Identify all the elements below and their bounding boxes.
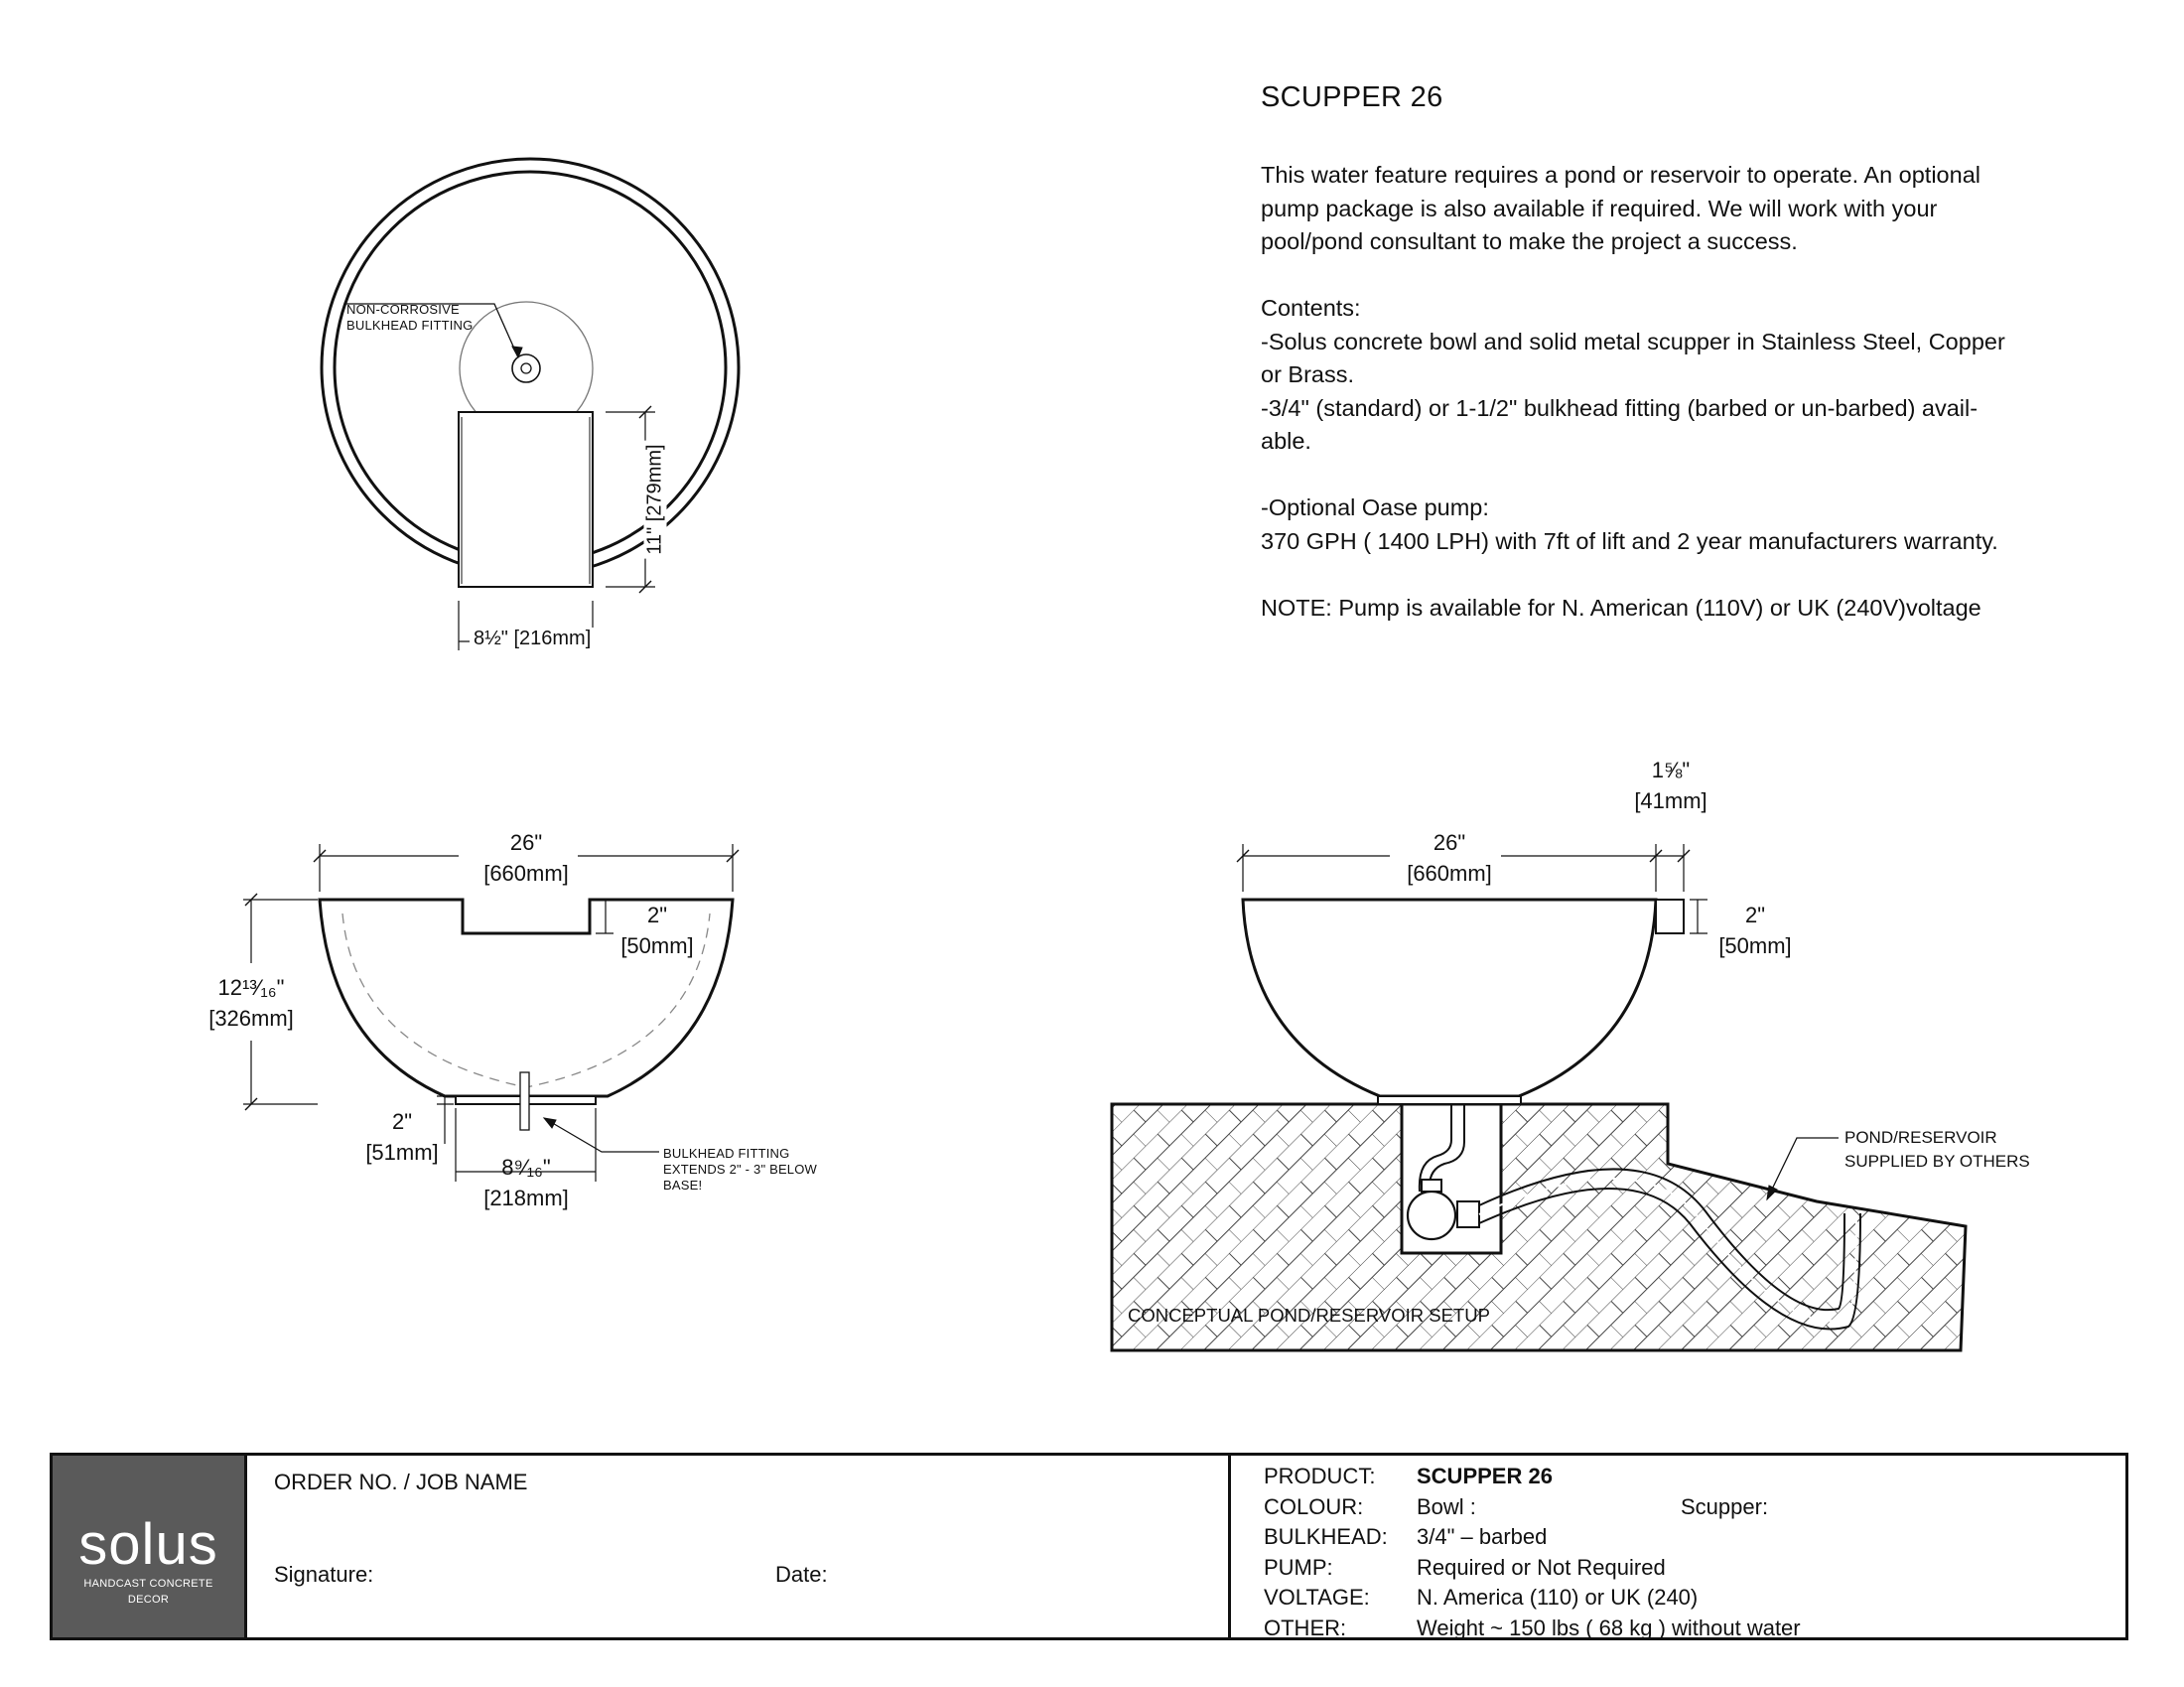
- top-width-dimension: 8½" [216mm]: [470, 628, 595, 650]
- setup-bowl: [1243, 900, 1656, 1096]
- note-line: BASE!: [663, 1178, 703, 1193]
- note-line: EXTENDS 2" - 3" BELOW: [663, 1162, 818, 1177]
- product-description: [1261, 159, 2134, 625]
- logo-subtitle: DECOR: [127, 1594, 170, 1606]
- note-line: BULKHEAD FITTING: [663, 1146, 790, 1161]
- dim-inches: 2": [646, 903, 668, 927]
- description-line: pool/pond consultant to make the project a success.: [1261, 228, 1798, 254]
- pond-label-line: POND/RESERVOIR: [1844, 1128, 1997, 1147]
- logo-subtitle: HANDCAST CONCRETE: [83, 1578, 213, 1590]
- side-width-dimension: [467, 827, 586, 889]
- side-notch-dimension: [608, 900, 707, 961]
- setup-caption: CONCEPTUAL POND/RESERVOIR SETUP: [1128, 1305, 1490, 1326]
- signature-label: Signature:: [274, 1562, 374, 1587]
- date-label: Date:: [775, 1562, 828, 1587]
- pond-supplied-label: [1844, 1126, 2030, 1174]
- spec-value-colour: Bowl :: [1417, 1493, 1476, 1519]
- spec-label-colour: COLOUR:: [1264, 1493, 1364, 1519]
- top-view: [322, 159, 739, 650]
- spec-label-voltage: VOLTAGE:: [1264, 1585, 1370, 1610]
- setup-view: [1112, 844, 1966, 1350]
- dim-inches: 26": [509, 830, 543, 855]
- pump-line: -Optional Oase pump:: [1261, 494, 1489, 520]
- top-height-dimension: 11" [279mm]: [644, 440, 667, 558]
- setup-bowl-base: [1378, 1096, 1521, 1104]
- bulkhead-fitting-outer: [512, 354, 540, 382]
- bulkhead-extends-note: [663, 1146, 817, 1194]
- description-line: pump package is also available if required. We will work with your: [1261, 195, 1938, 221]
- bulkhead-note-leader: [544, 1118, 659, 1152]
- contents-line: -3/4" (standard) or 1-1/2" bulkhead fitting (barbed or un-barbed) avail-: [1261, 394, 1979, 421]
- pump-line: 370 GPH ( 1400 LPH) with 7ft of lift and 2 year manufacturers warranty.: [1261, 527, 1998, 554]
- spec-value-product: SCUPPER 26: [1417, 1464, 1553, 1488]
- contents-line: able.: [1261, 428, 1311, 454]
- spec-label-pump: PUMP:: [1264, 1554, 1333, 1580]
- spec-value-other: Weight ~ 150 lbs ( 68 kg ) without water: [1417, 1615, 1801, 1640]
- divider: [244, 1456, 247, 1637]
- setup-scupper: [1656, 900, 1684, 933]
- pond-label-line: SUPPLIED BY OTHERS: [1844, 1152, 2030, 1171]
- spec-value-pump: Required or Not Required: [1417, 1554, 1666, 1580]
- contents-line: or Brass.: [1261, 361, 1355, 387]
- title-block: [50, 1453, 2128, 1640]
- side-base-height-dimension: [357, 1106, 447, 1168]
- description-line: This water feature requires a pond or reservoir to operate. An optional: [1261, 162, 1980, 188]
- contents-heading: Contents:: [1261, 295, 1361, 321]
- setup-height-dimension: [1706, 900, 1805, 961]
- product-title: SCUPPER 26: [1261, 81, 1443, 113]
- spec-label-other: OTHER:: [1264, 1615, 1347, 1640]
- side-height-dimension: [197, 972, 306, 1034]
- bulkhead-label: [346, 302, 473, 334]
- logo-brand: solus: [78, 1512, 218, 1577]
- dim-inches: 2": [391, 1109, 413, 1134]
- spec-label-product: PRODUCT:: [1264, 1464, 1376, 1488]
- dim-mm: [50mm]: [1718, 933, 1792, 958]
- spec-label-bulkhead: BULKHEAD:: [1264, 1524, 1388, 1549]
- spec-value-bulkhead: 3/4" – barbed: [1417, 1524, 1548, 1549]
- dim-mm: [660mm]: [483, 861, 569, 886]
- voltage-note: NOTE: Pump is available for N. American (110V) or UK (240V)voltage: [1261, 594, 1981, 621]
- dim-inches: 8⁹⁄₁₆": [501, 1155, 551, 1180]
- dim-mm: [326mm]: [208, 1006, 294, 1031]
- setup-scupper-dimension: [1616, 755, 1725, 816]
- scupper-plan: [459, 412, 593, 587]
- spec-value-colour-scupper: Scupper:: [1681, 1493, 1769, 1519]
- order-label: ORDER NO. / JOB NAME: [274, 1470, 528, 1494]
- setup-width-dimension: [1390, 827, 1509, 889]
- divider: [1228, 1456, 1231, 1637]
- dim-inches: 2": [1744, 903, 1766, 927]
- contents-line: -Solus concrete bowl and solid metal scupper in Stainless Steel, Copper: [1261, 328, 2005, 354]
- bulkhead-label-line: BULKHEAD FITTING: [346, 318, 474, 333]
- dim-inches: 26": [1433, 830, 1466, 855]
- dim-mm: [51mm]: [365, 1140, 439, 1165]
- bulkhead-label-line: NON-CORROSIVE: [346, 302, 460, 317]
- dim-mm: [218mm]: [483, 1186, 569, 1210]
- spec-value-voltage: N. America (110) or UK (240): [1417, 1585, 1699, 1610]
- spec-labels: [1264, 1462, 1388, 1643]
- bulkhead-fitting-inner: [521, 363, 531, 373]
- bulkhead-pipe: [520, 1072, 529, 1130]
- side-view: [243, 844, 739, 1182]
- dim-mm: [50mm]: [620, 933, 694, 958]
- spec-values: [1417, 1462, 1801, 1643]
- dim-inches: 12¹³⁄₁₆": [217, 975, 285, 1000]
- dim-mm: [41mm]: [1634, 788, 1707, 813]
- pump: [1408, 1192, 1455, 1239]
- side-base-width-dimension: [472, 1152, 581, 1213]
- dim-inches: 1⅝": [1651, 758, 1691, 782]
- dim-mm: [660mm]: [1407, 861, 1492, 886]
- solus-logo: [53, 1456, 244, 1637]
